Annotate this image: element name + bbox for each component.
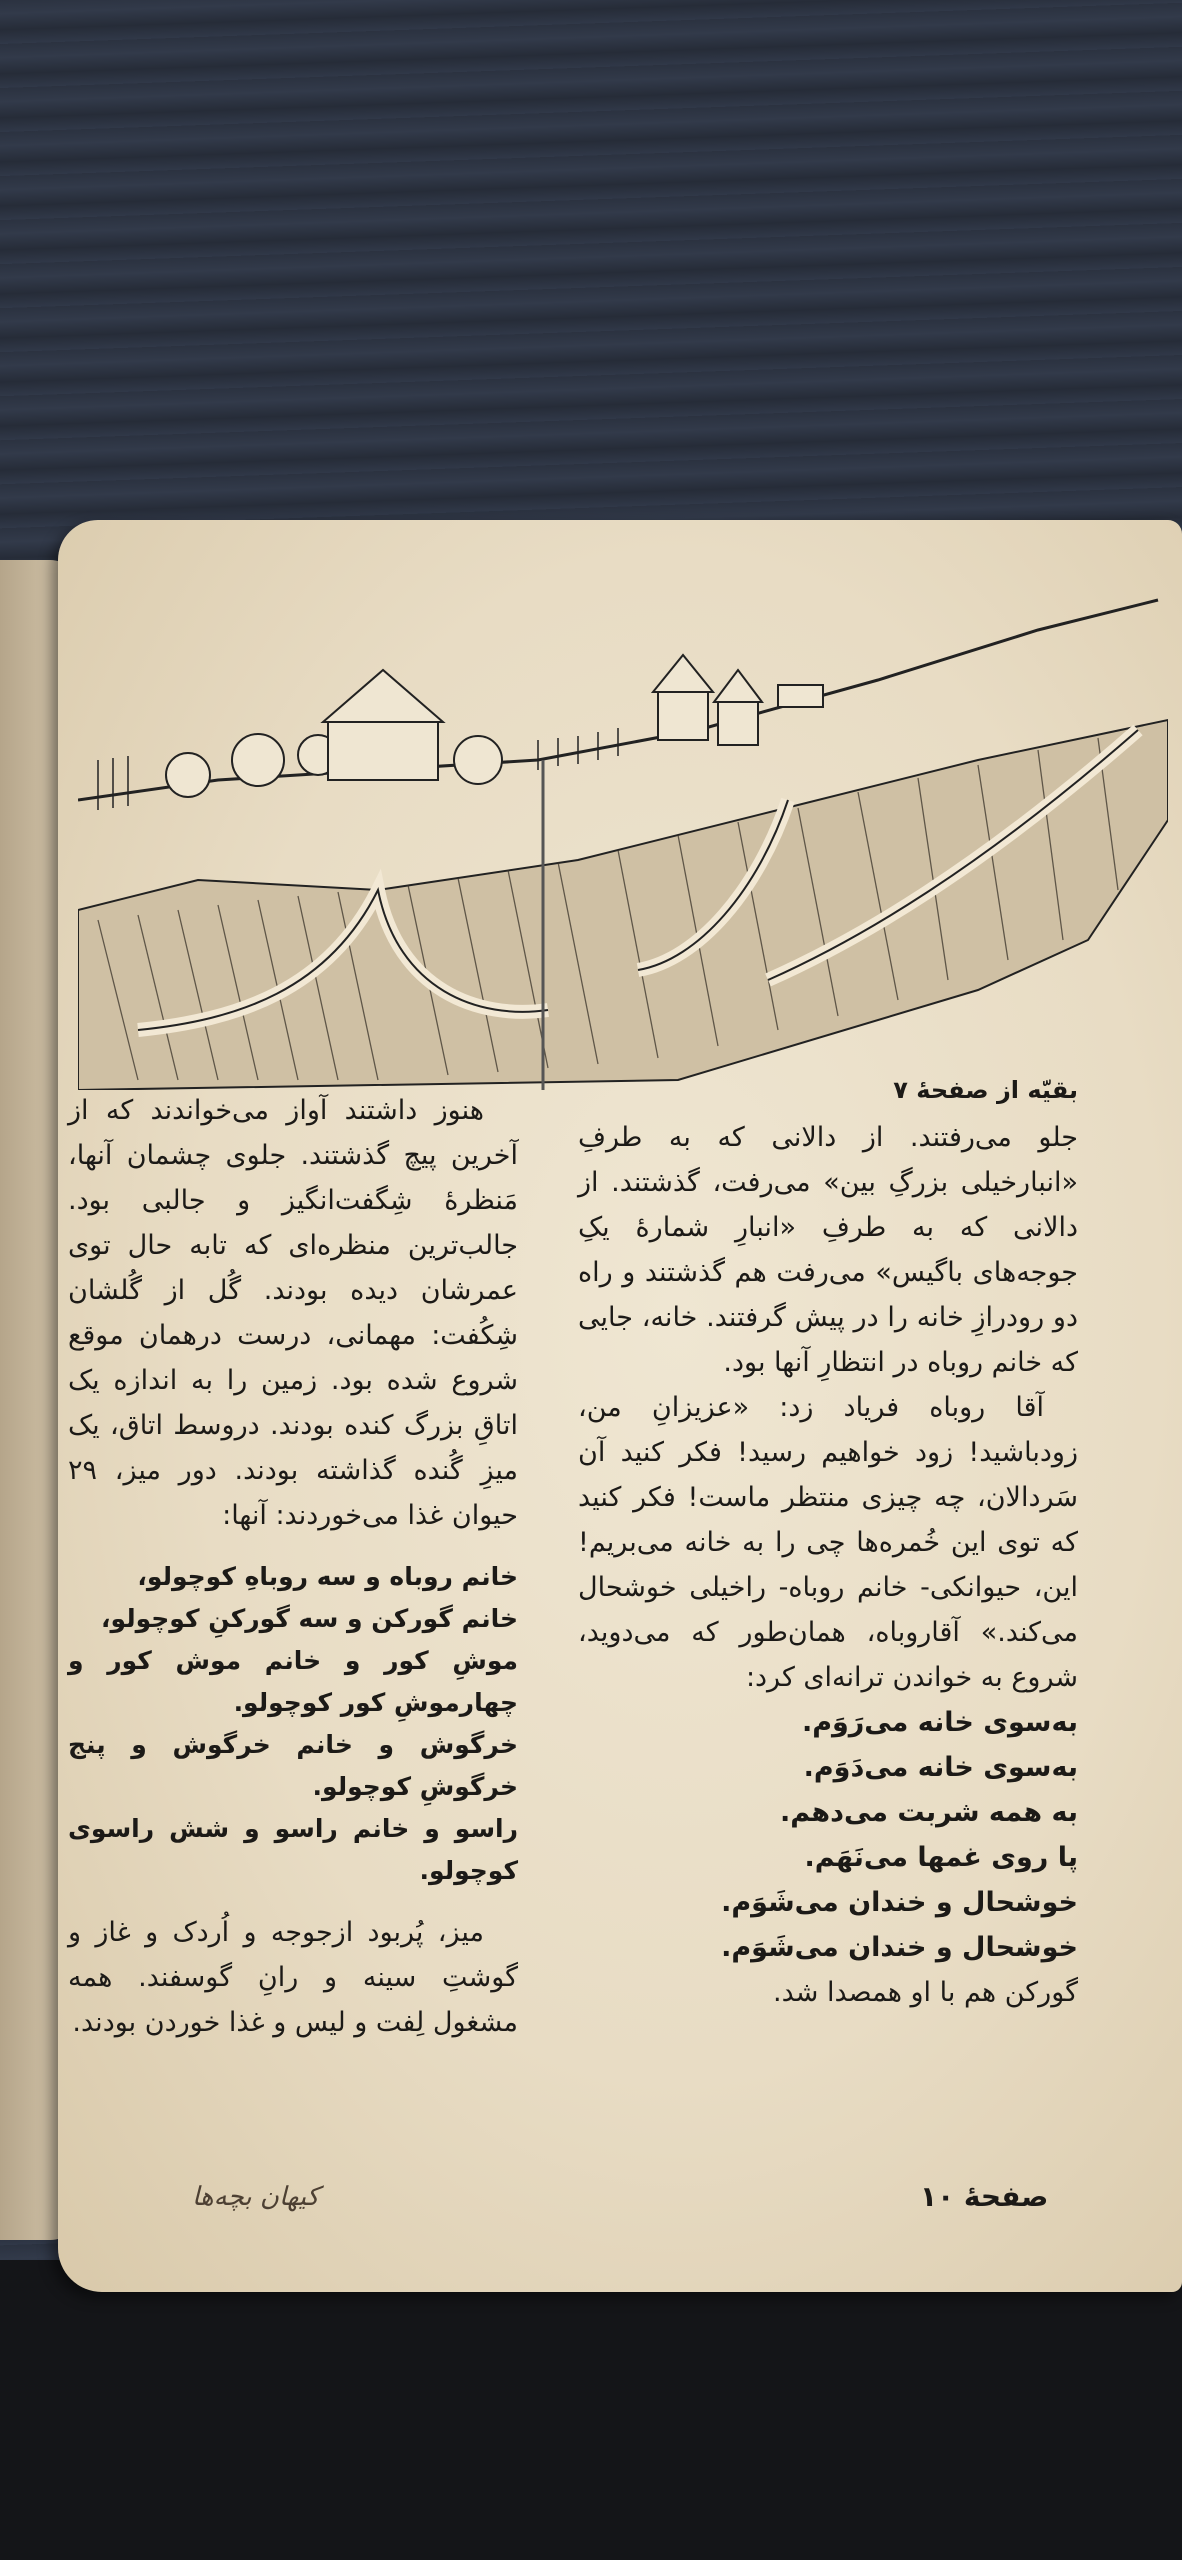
list-item: خرگوش و خانم خرگوش و پنج خرگوشِ کوچولو. [68, 1730, 518, 1801]
countryside-illustration [78, 560, 1168, 1090]
story-paragraph: میز، پُربود ازجوجه و اُردک و غاز و گوشتِ سینه و رانِ گوسفند. همه مشغول لِفت و لیس و غذا خوردن بودند. [68, 1917, 518, 2038]
table-edge [0, 2260, 1182, 2560]
magazine-page [58, 520, 1182, 2292]
story-paragraph: جلو می‌رفتند. از دالانی که به طرفِ «انبارخیلی بزرگِ بین» می‌رفت، گذشتند. از دالانی که به طرفِ «انبارِ شمارهٔ یکِ جوجه‌های باگیس» می‌رفت هم گذشتند و راه دو رودرازِ خانه را در پیش گرفتند. خانه، جایی که خانم روباه در انتظارِ آنها بود. [578, 1122, 1078, 1378]
poem-line: خوشحال و خندان می‌شَوَم. [721, 1932, 1078, 1963]
poem-line: به‌سوی خانه می‌رَوَم. [801, 1707, 1078, 1738]
left-text-column [68, 1088, 518, 2045]
right-text-column [578, 1068, 1078, 2015]
magazine-signature: کیهان بچه‌ها [192, 2182, 320, 2212]
song-verse [578, 1700, 1078, 1970]
animal-list [68, 1556, 518, 1892]
list-item: خانم روباه و سه روباهِ کوچولو، [137, 1562, 518, 1591]
poem-line: خوشحال و خندان می‌شَوَم. [721, 1887, 1078, 1918]
list-item: خانم گورکن و سه گورکنِ کوچولو، [101, 1604, 518, 1633]
poem-line: پا روی غمها می‌نَهَم. [804, 1842, 1078, 1873]
story-paragraph: آقا روباه فریاد زد: «عزیزانِ من، زودباشید! زود خواهیم رسید! فکر کنید آن سَردالان، چه چیزی منتظر ماست! فکر کنید که توی این خُمره‌ها چی را به خانه می‌بریم! این، حیوانکی- خانم روباه- راخیلی خوشحال می‌کند.» آقاروباه، همان‌طور که می‌دوید، شروع به خواندن ترانه‌ای کرد: [578, 1392, 1078, 1693]
poem-line: به همه شربت می‌دهم. [779, 1797, 1078, 1828]
list-item: راسو و خانم راسو و شش راسوی کوچولو. [68, 1814, 518, 1885]
story-paragraph: گورکن هم با او همصدا شد. [773, 1977, 1078, 2008]
continued-from-label: بقیّه از صفحهٔ ۷ [893, 1076, 1078, 1104]
story-paragraph: هنوز داشتند آواز می‌خواندند که از آخرین پیچ گذشتند. جلوی چشمان آنها، مَنظرهٔ شِگفت‌انگیز و جالبی بود. جالب‌ترین منظره‌ای که تابه حال توی عمرشان دیده بودند. گُل از گُلشان شِکُفت: مهمانی، درست درهمان موقع شروع شده بود. زمین را به اندازه یک اتاقِ بزرگ کنده بودند. دروسط اتاق، یک میزِ گُنده گذاشته بودند. دور میز، ۲۹ حیوان غذا می‌خوردند: آنها: [68, 1095, 518, 1531]
list-item: موشِ کور و خانم موش کور و چهارموشِ کور کوچولو. [68, 1646, 518, 1717]
page-number: صفحهٔ ۱۰ [920, 2180, 1049, 2213]
poem-line: به‌سوی خانه می‌دَوَم. [803, 1752, 1078, 1783]
